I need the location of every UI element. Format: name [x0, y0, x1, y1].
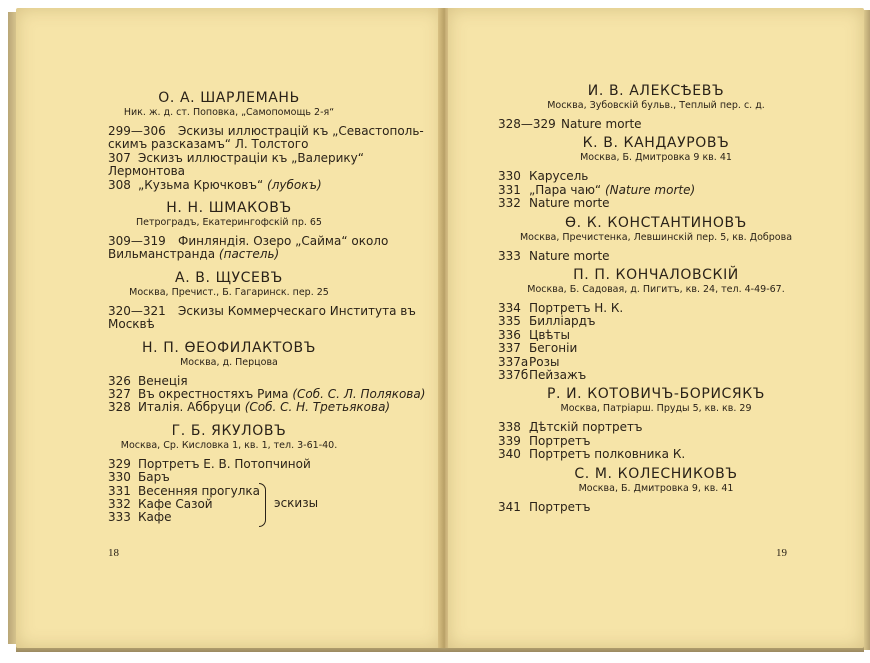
- page-number: 19: [776, 547, 787, 559]
- entry-title: Эскизы Коммерческаго Института въ: [178, 303, 416, 318]
- entry-title: Nature morte: [529, 196, 610, 211]
- entry-number: 336: [498, 327, 521, 342]
- artist-address: Москва, Зубовскій бульв., Теплый пер. с. д.: [547, 100, 765, 111]
- entry-title: Билліардъ: [529, 314, 596, 329]
- artist-name: И. В. АЛЕКСѢЕВЪ: [587, 83, 725, 99]
- entry-title: Портретъ Н. К.: [529, 301, 624, 315]
- artist-address: Москва, Б. Садовая, д. Пигитъ, кв. 24, тел. 4-49-67.: [527, 284, 785, 295]
- entry-title-text: „Пара чаю“: [529, 182, 602, 197]
- entry-title: Nature morte: [561, 117, 642, 131]
- open-catalogue: [6, 2, 868, 657]
- entry-title: Лермонтова: [108, 164, 186, 179]
- entry-title: [138, 401, 390, 413]
- entry-number: 299—306: [108, 124, 166, 138]
- entry-number: 329: [108, 456, 131, 471]
- artist-name: Н. П. ѲЕОФИЛАКТОВЪ: [142, 339, 316, 356]
- artist-name: С. М. КОЛЕСНИКОВЪ: [574, 465, 738, 482]
- artist-address: Ник. ж. д. ст. Поповка, „Самопомощь 2-я“: [123, 107, 335, 118]
- entry-title: Портретъ: [529, 499, 591, 514]
- entry-title: [138, 179, 322, 191]
- artist-name: Р. И. КОТОВИЧЪ-БОРИСЯКЪ: [546, 386, 766, 403]
- entry-number: 330: [108, 470, 131, 485]
- artist-address: Москва, Б. Дмитровка 9 кв. 41: [580, 152, 732, 164]
- artist-name: П. П. КОНЧАЛОВСКІЙ: [573, 267, 739, 283]
- artist-address: Москва, д. Перцова: [180, 356, 278, 368]
- entry-title: Портретъ: [529, 433, 591, 448]
- entry-note: (пастель): [218, 247, 280, 262]
- entry-number: 320—321: [108, 303, 166, 318]
- entry-note: (Nature morte): [604, 182, 696, 197]
- entry-title: Nature morte: [529, 248, 610, 263]
- entry-number: 337б: [498, 368, 529, 382]
- entry-title: Баръ: [138, 470, 170, 485]
- entry-title: [529, 184, 695, 196]
- entry-title: Кафе: [138, 510, 172, 525]
- artist-address: Москва, Ср. Кисловка 1, кв. 1, тел. 3-61-40.: [120, 439, 338, 451]
- artist-address: Москва, Б. Дмитровка 9, кв. 41: [578, 482, 734, 494]
- entry-title: Дѣтскій портретъ: [529, 420, 643, 435]
- entry-number: 334: [498, 301, 521, 315]
- entry-number: 333: [498, 248, 521, 263]
- entry-title-text: „Кузьма Крючковъ“: [138, 177, 264, 192]
- entry-number: 335: [498, 314, 521, 329]
- bracket: [259, 483, 266, 527]
- artist-name: А. В. ЩУСЕВЪ: [175, 269, 283, 286]
- entry-number: 337: [498, 341, 521, 356]
- entry-title: Кафе Сазой: [138, 497, 213, 511]
- entry-title: Финляндія. Озеро „Сайма“ около: [178, 234, 389, 248]
- entry-title: Венеція: [138, 373, 188, 388]
- entry-number: 338: [498, 420, 521, 435]
- entry-number: 326: [108, 373, 131, 388]
- artist-address: Петроградъ, Екатерингофскій пр. 65: [136, 217, 322, 228]
- entry-number: 341: [498, 499, 521, 514]
- entry-number: 339: [498, 433, 521, 448]
- entry-note: (Соб. С. Л. Полякова): [292, 387, 426, 401]
- entry-number: 330: [498, 169, 521, 184]
- entry-title: Москвѣ: [108, 317, 155, 332]
- entry-title: Пейзажъ: [529, 368, 587, 382]
- entry-title: Розы: [529, 354, 560, 369]
- artist-name: Г. Б. ЯКУЛОВЪ: [171, 422, 287, 439]
- entry-title: [108, 248, 279, 260]
- entry-title: скимъ разсказамъ“ Л. Толстого: [108, 137, 309, 152]
- entry-number: 327: [108, 387, 131, 401]
- entry-title-text: Вильманстранда: [108, 247, 216, 262]
- entry-number: 308: [108, 177, 131, 192]
- bracket-label: эскизы: [274, 496, 319, 511]
- entry-number: 309—319: [108, 234, 166, 248]
- entry-note: (лубокъ): [267, 177, 322, 192]
- entry-number: 328: [108, 400, 131, 415]
- entry-note: (Соб. С. Н. Третьякова): [244, 400, 391, 415]
- right-page: [448, 8, 864, 648]
- entry-number: 337а: [498, 354, 529, 369]
- entry-title: Портретъ Е. В. Потопчиной: [138, 456, 311, 471]
- entry-number: 331: [108, 483, 131, 498]
- entry-number: 332: [108, 497, 131, 511]
- entry-title: [138, 388, 425, 400]
- entry-title: Весенняя прогулка: [138, 483, 261, 498]
- entry-number: 332: [498, 196, 521, 211]
- entry-number: 340: [498, 447, 521, 462]
- artist-name: Н. Н. ШМАКОВЪ: [166, 200, 292, 216]
- artist-address: Москва, Пречист., Б. Гагаринск. пер. 25: [129, 286, 329, 298]
- entry-number: 328—329: [498, 117, 556, 131]
- entry-title-text: Въ окрестностяхъ Рима: [138, 387, 289, 401]
- entry-number: 331: [498, 182, 521, 197]
- entry-title: Портретъ полковника К.: [529, 447, 686, 462]
- left-page: [16, 8, 442, 648]
- artist-name: К. В. КАНДАУРОВЪ: [582, 135, 730, 152]
- entry-title: Карусель: [529, 169, 589, 184]
- entry-number: 333: [108, 510, 131, 525]
- entry-title: Бегоніи: [529, 341, 578, 356]
- entry-title: Цвѣты: [529, 327, 570, 342]
- entry-title: Эскизъ иллюстраціи къ „Валерику“: [138, 150, 364, 165]
- artist-name: О. А. ШАРЛЕМАНЬ: [158, 90, 300, 106]
- artist-address: Москва, Патріарш. Пруды 5, кв. кв. 29: [560, 403, 752, 415]
- page-number: 18: [108, 547, 119, 559]
- artist-address: Москва, Пречистенка, Левшинскій пер. 5, кв. Доброва: [519, 231, 793, 243]
- artist-name: Ѳ. К. КОНСТАНТИНОВЪ: [565, 214, 747, 231]
- entry-title-text: Италія. Аббруци: [138, 400, 241, 415]
- entry-number: 307: [108, 150, 131, 165]
- entry-title: Эскизы иллюстрацій къ „Севастополь-: [178, 124, 424, 138]
